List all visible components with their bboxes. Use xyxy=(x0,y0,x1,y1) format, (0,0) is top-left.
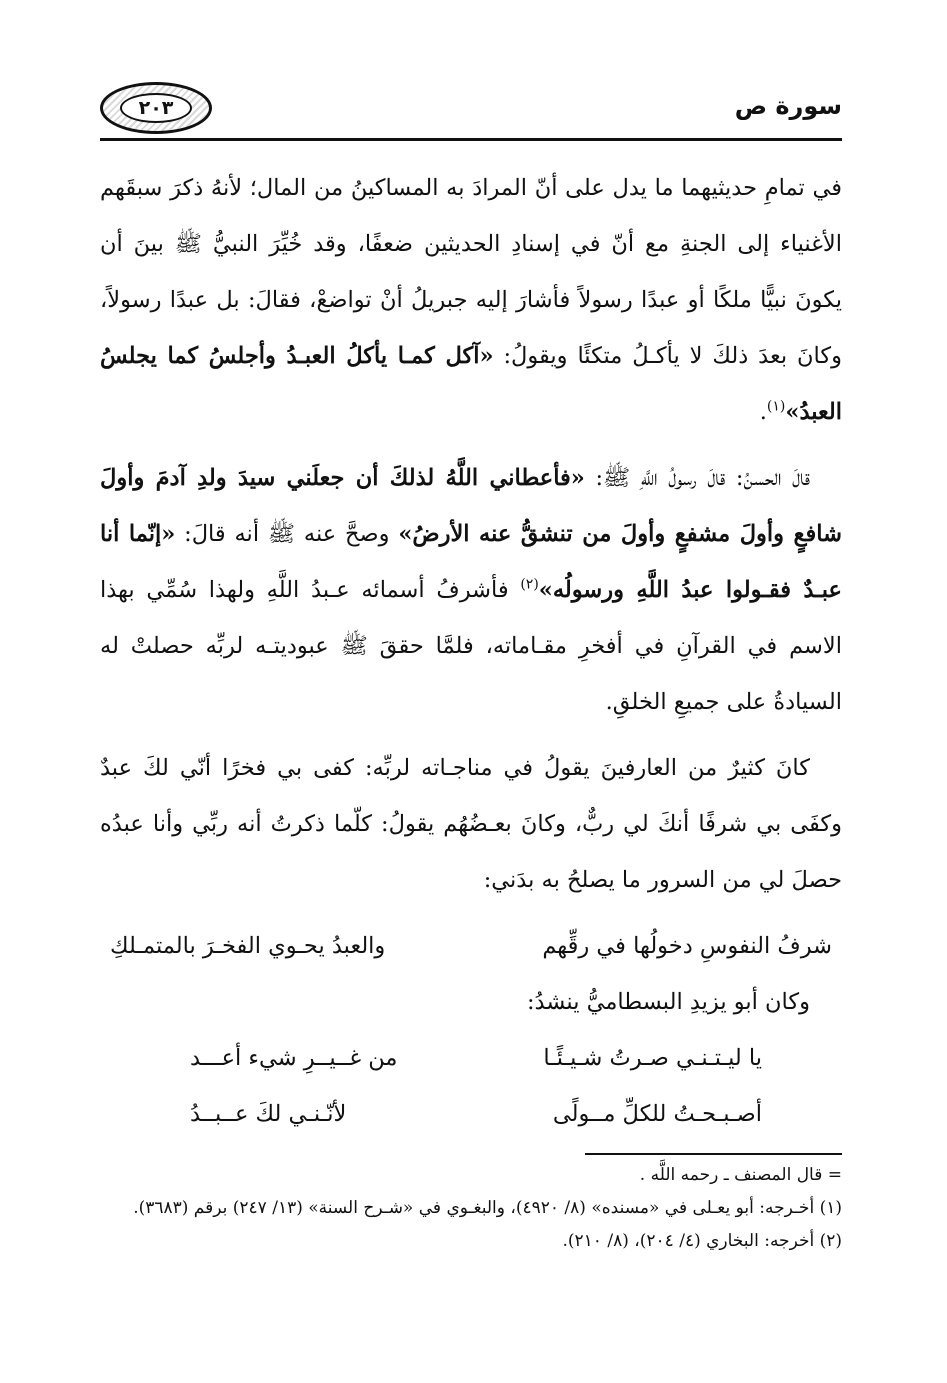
hadith-quote-2: «فأعطاني اللَّهُ لذلكَ أن جعلَني سيدَ ولدِ آدمَ وأولَ شافعٍ وأولَ مشفعٍ وأولَ من تنشقُّ عنه الأرضُ» xyxy=(100,465,842,547)
verse-3-right: أصـبـحـتُ للكلِّ مــولًى xyxy=(552,1101,762,1127)
page-header xyxy=(100,80,842,142)
verse-2 xyxy=(100,1030,842,1086)
hadith-quote-1: «آكل كمـا يأكلُ العبـدُ وأجلسُ كما يجلسُ العبدُ» xyxy=(100,343,842,425)
verse-1-left: والعبدُ يحـوي الفخـرَ بالمتمـلكِ xyxy=(110,933,386,959)
paragraph-1 xyxy=(100,160,842,440)
paragraph-3-text: كانَ كثيرٌ من العارفينَ يقولُ في مناجـاته لربِّه: كفى بي فخرًا أنّي لكَ عبدٌ وكفَى بي شرفًا أنكَ لي ربٌّ، وكانَ بعـضُهُم يقولُ: كلّما ذكرتُ أنه ربِّي وأنا عبدُه حصلَ لي من السرور ما يصلحُ به بدَني: xyxy=(100,755,842,893)
surah-title: سورة ص xyxy=(734,92,842,120)
verse-1 xyxy=(100,918,842,974)
verse-3-left: لأنّـنـي لكَ عــبــدُ xyxy=(190,1101,347,1127)
footnote-1: (١) أخـرجه: أبو يعـلى في «مسنده» (٨/ ٤٩٢٠)، والبغـوي في «شـرح السنة» (١٣/ ٢٤٧) برقم (٣٦٨٣). xyxy=(133,1198,842,1218)
paragraph-1-text: في تمامِ حديثيهما ما يدل على أنّ المرادَ به المساكينُ من المال؛ لأنهُ ذكرَ سبقَهم الأغنياء إلى الجنةِ مع أنّ في إسنادِ الحديثين ضعفًا، وقد خُيِّرَ النبيُّ ﷺ بينَ أن يكونَ نبيًّا ملكًا أو عبدًا رسولاً فأشارَ إليه جبريلُ أنْ تواضعْ، فقالَ: بل عبدًا رسولاً، وكانَ بعدَ ذلكَ لا يأكـلُ متكئًا ويقولُ: xyxy=(100,175,842,369)
footnotes xyxy=(100,1160,842,1259)
footnote-ref-1: (١) xyxy=(766,398,786,415)
paragraph-2-text-b: وصحَّ عنه ﷺ أنه قالَ: xyxy=(175,521,399,547)
verse-1-right: شرفُ النفوسِ دخولُها في رقِّهم xyxy=(542,933,832,959)
footnote-ref-2: (٢) xyxy=(520,576,539,593)
paragraph-2-text-a: قالَ الحسنُ: قالَ رسولُ اللَّهِ ﷺ: xyxy=(584,465,810,491)
paragraph-2-text-c: فأشرفُ أسمائه عـبدُ اللَّهِ ولهذا سُمِّي بهذا الاسم في القرآنِ في أفخرِ مقـاماته، فلمَّا حققَ ﷺ عبوديتـه لربِّه حصلتْ له السيادةُ على جميعِ الخلقِ. xyxy=(100,577,842,715)
hadith-quote-3: «إنّما أنا عبـدٌ فقـولوا عبدُ اللَّهِ ورسولُه» xyxy=(100,521,842,603)
footnote-continuation: = قال المصنف ـ رحمه اللَّه . xyxy=(639,1165,842,1185)
paragraph-1-end: . xyxy=(759,399,767,425)
verse-3 xyxy=(100,1086,842,1142)
page-number: ٢٠٣ xyxy=(120,93,192,123)
paragraph-3 xyxy=(100,740,842,908)
main-text xyxy=(100,160,842,1142)
paragraph-2 xyxy=(100,450,842,730)
page-number-badge xyxy=(100,82,212,134)
footnote-2: (٢) أخرجه: البخاري (٤/ ٢٠٤)، (٨/ ٢١٠). xyxy=(562,1231,842,1251)
verse-2-left: من غــيــرِ شيء أعـــد xyxy=(190,1045,398,1071)
verse-2-right: يا ليـتـنـي صـرتُ شـيـئًـا xyxy=(543,1045,762,1071)
poem-intro: وكان أبو يزيدِ البسطاميُّ ينشدُ: xyxy=(526,989,810,1015)
header-divider xyxy=(100,138,842,141)
footnote-divider xyxy=(585,1153,842,1155)
